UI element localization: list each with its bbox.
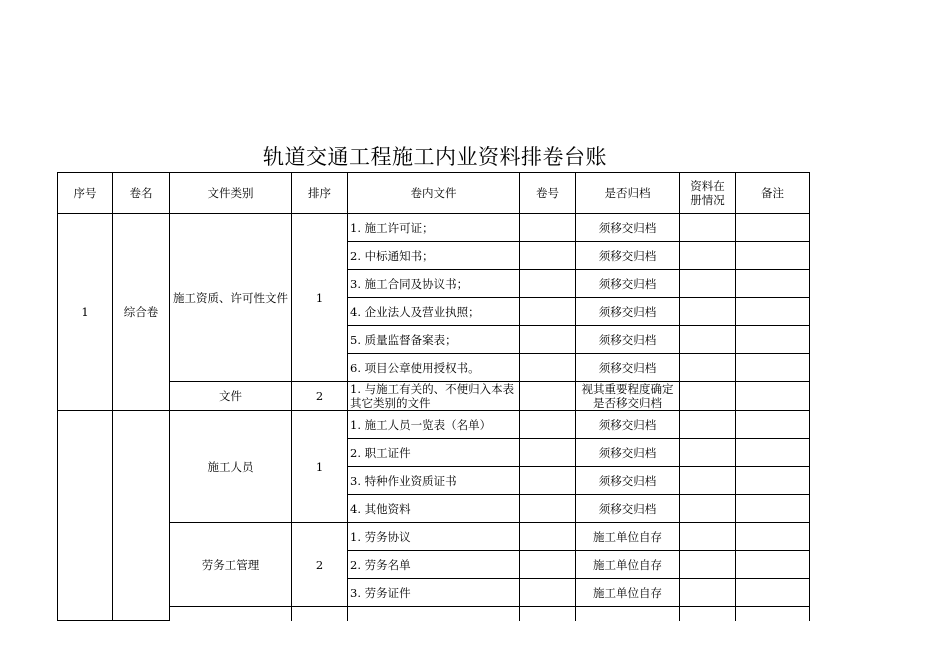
archive-cell (576, 607, 680, 621)
archive-cell: 须移交归档 (576, 214, 680, 242)
table-row (58, 523, 810, 551)
archive-cell: 施工单位自存 (576, 579, 680, 607)
remarks-cell (736, 326, 810, 354)
file-cell: 6. 项目公章使用授权书。 (348, 354, 520, 382)
volume-no-cell (520, 579, 576, 607)
header-seq: 序号 (58, 173, 113, 214)
volume-no-cell (520, 298, 576, 326)
header-volume-name: 卷名 (113, 173, 170, 214)
register-cell (680, 326, 736, 354)
file-cell: 1. 劳务协议 (348, 523, 520, 551)
remarks-cell (736, 439, 810, 467)
volume-name-cell (113, 411, 170, 621)
file-cell: 5. 质量监督备案表； (348, 326, 520, 354)
remarks-cell (736, 354, 810, 382)
volume-no-cell (520, 326, 576, 354)
file-cell: 3. 特种作业资质证书 (348, 467, 520, 495)
file-cell: 3. 劳务证件 (348, 579, 520, 607)
volume-no-cell (520, 382, 576, 411)
volume-no-cell (520, 495, 576, 523)
remarks-cell (736, 270, 810, 298)
header-archive: 是否归档 (576, 173, 680, 214)
register-cell (680, 439, 736, 467)
register-cell (680, 242, 736, 270)
archive-cell: 须移交归档 (576, 326, 680, 354)
category-cell: 文件 (170, 382, 292, 411)
file-cell: 4. 企业法人及营业执照； (348, 298, 520, 326)
file-cell: 2. 劳务名单 (348, 551, 520, 579)
remarks-cell (736, 523, 810, 551)
archive-cell: 施工单位自存 (576, 523, 680, 551)
register-cell (680, 354, 736, 382)
remarks-cell (736, 579, 810, 607)
category-cell: 施工资质、许可性文件 (170, 214, 292, 382)
seq-cell: 1 (58, 214, 113, 411)
page-title: 轨道交通工程施工内业资料排卷台账 (263, 145, 607, 169)
header-volume-no: 卷号 (520, 173, 576, 214)
order-cell: 2 (292, 523, 348, 607)
category-cell: 劳务工管理 (170, 523, 292, 607)
register-cell (680, 214, 736, 242)
table-row-partial (58, 607, 810, 621)
archive-cell: 施工单位自存 (576, 551, 680, 579)
volume-name-cell: 综合卷 (113, 214, 170, 411)
table-row (58, 214, 810, 242)
order-cell: 1 (292, 214, 348, 382)
order-cell: 2 (292, 382, 348, 411)
register-cell (680, 495, 736, 523)
register-cell (680, 298, 736, 326)
file-cell: 4. 其他资料 (348, 495, 520, 523)
archive-cell: 须移交归档 (576, 411, 680, 439)
archive-cell: 须移交归档 (576, 242, 680, 270)
volume-no-cell (520, 354, 576, 382)
register-cell (680, 579, 736, 607)
volume-no-cell (520, 411, 576, 439)
header-order: 排序 (292, 173, 348, 214)
remarks-cell (736, 551, 810, 579)
remarks-cell (736, 607, 810, 621)
file-cell: 1. 与施工有关的、不便归入本表其它类别的文件 (348, 382, 520, 411)
file-cell: 3. 施工合同及协议书； (348, 270, 520, 298)
file-cell: 1. 施工人员一览表（名单） (348, 411, 520, 439)
file-cell: 2. 中标通知书； (348, 242, 520, 270)
volume-no-cell (520, 439, 576, 467)
register-cell (680, 607, 736, 621)
register-cell (680, 523, 736, 551)
archive-cell: 须移交归档 (576, 495, 680, 523)
volume-no-cell (520, 467, 576, 495)
order-cell (292, 607, 348, 621)
remarks-cell (736, 242, 810, 270)
volume-no-cell (520, 270, 576, 298)
remarks-cell (736, 214, 810, 242)
archive-cell: 视其重要程度确定是否移交归档 (576, 382, 680, 411)
volume-no-cell (520, 523, 576, 551)
volume-no-cell (520, 214, 576, 242)
header-category: 文件类别 (170, 173, 292, 214)
file-cell: 1. 施工许可证； (348, 214, 520, 242)
archive-cell: 须移交归档 (576, 354, 680, 382)
volume-no-cell (520, 551, 576, 579)
header-register: 资料在册情况 (680, 173, 736, 214)
remarks-cell (736, 467, 810, 495)
header-files: 卷内文件 (348, 173, 520, 214)
file-cell: 2. 职工证件 (348, 439, 520, 467)
header-row (58, 173, 810, 214)
archive-cell: 须移交归档 (576, 270, 680, 298)
table-row (58, 411, 810, 439)
category-cell (170, 607, 292, 621)
register-cell (680, 551, 736, 579)
archive-cell: 须移交归档 (576, 439, 680, 467)
remarks-cell (736, 495, 810, 523)
remarks-cell (736, 382, 810, 411)
remarks-cell (736, 298, 810, 326)
seq-cell (58, 411, 113, 621)
remarks-cell (736, 411, 810, 439)
register-cell (680, 411, 736, 439)
volume-no-cell (520, 242, 576, 270)
volume-no-cell (520, 607, 576, 621)
register-cell (680, 382, 736, 411)
archive-cell: 须移交归档 (576, 298, 680, 326)
category-cell: 施工人员 (170, 411, 292, 523)
header-remarks: 备注 (736, 173, 810, 214)
order-cell: 1 (292, 411, 348, 523)
file-cell (348, 607, 520, 621)
register-cell (680, 270, 736, 298)
register-cell (680, 467, 736, 495)
ledger-table (57, 172, 810, 621)
archive-cell: 须移交归档 (576, 467, 680, 495)
table-row (58, 382, 810, 411)
